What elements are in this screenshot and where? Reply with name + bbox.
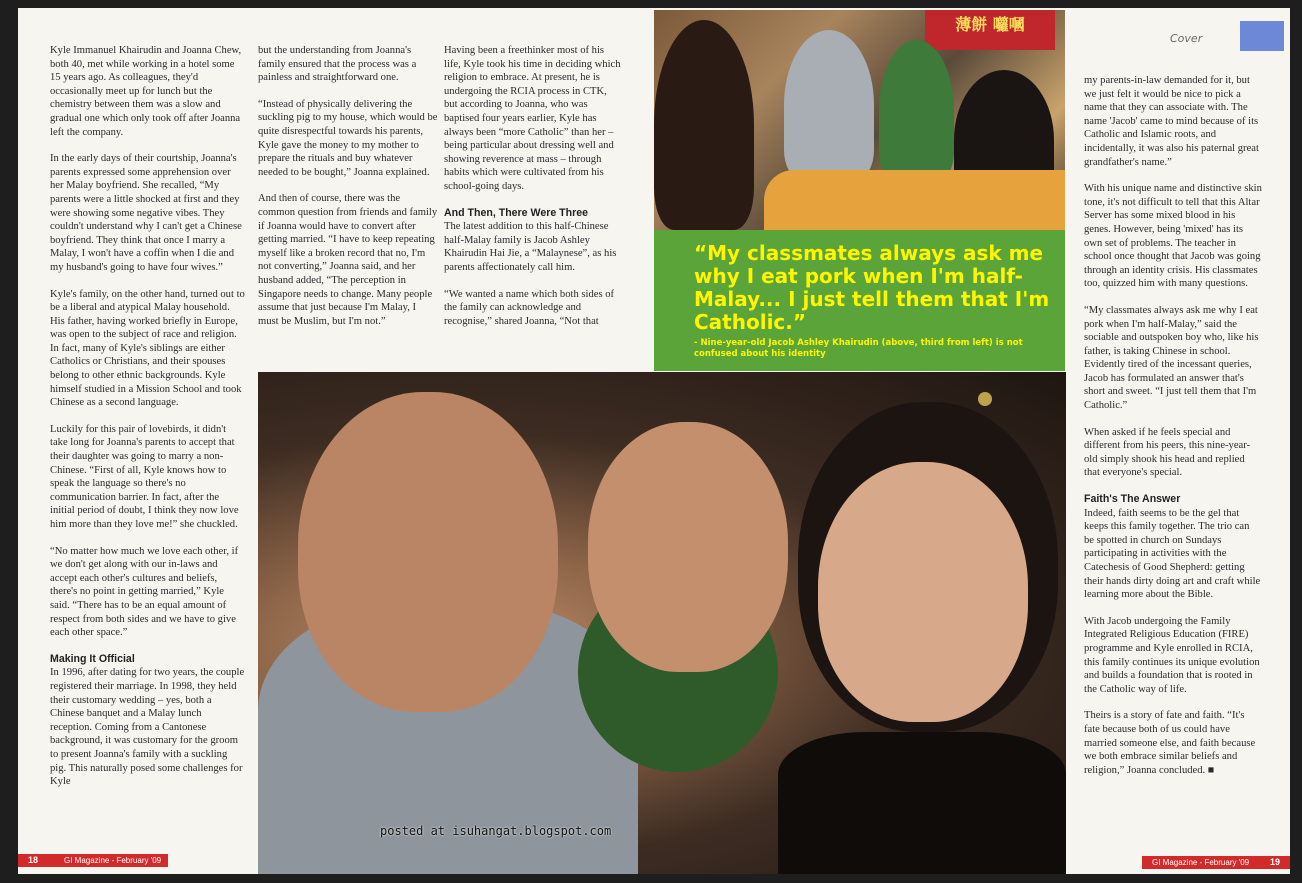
article-column-4 [1084, 74, 1262, 790]
paragraph: “No matter how much we love each other, if we don't get along with our in-laws and accept each other's cultures and beliefs, there's no point in getting married,” Kyle said. “There has to be an equal amount of respect from both sides and we have to give each other space.” [50, 545, 239, 639]
paragraph: Kyle Immanuel Khairudin and Joanna Chew, both 40, met while working in a hotel some 15 years ago. As colleagues, they'd occasionally meet up for lunch but the chemistry between them was a slow and gradual one which only took off after Joanna left the company. [50, 45, 242, 138]
paragraph: but the understanding from Joanna's family ensured that the process was a painless and straightforward one. [258, 45, 417, 84]
paragraph: Kyle's family, on the other hand, turned out to be a liberal and atypical Malay household. His father, having worked briefly in Europe, was open to the subject of race and religion. In fact, many of Kyle's siblings are either Catholics or Christians, and their spouses belong to other ethnic backgrounds. Kyle himself studied in a Mission School and took Chinese as a second language. [50, 288, 245, 409]
paragraph: The latest addition to this half-Chinese half-Malay family is Jacob Ashley Khairudin Hai Jie, a “Malaynese”, as his parents affectionately call him. [444, 221, 617, 273]
man-face [298, 392, 558, 712]
family-cafe-photo [654, 10, 1065, 230]
man-figure [784, 30, 874, 180]
pull-quote-box [654, 230, 1065, 371]
paragraph: Luckily for this pair of lovebirds, it didn't take long for Joanna's parents to accept that their daughter was going to marry a non-Chinese. “First of all, Kyle knows how to speak the language so there's no communication barrier. In fact, after the initial period of doubt, I think they now love him more than they love me!” she chuckled. [50, 423, 239, 530]
shop-sign: 薄餅 囖嘓 [925, 10, 1055, 50]
footer-left-label: GI Magazine - February '09 [64, 856, 162, 865]
footer-left [18, 854, 168, 867]
magazine-spread [18, 8, 1290, 874]
paragraph: “My classmates always ask me why I eat pork when I'm half-Malay,” said the sociable and outspoken boy who, like his father, is taking Chinese in school. Evidently tired of the incessant queries, Jacob has formulated an answer that's short and sweet. “I just tell them that I'm Catholic.” [1084, 304, 1259, 412]
page-number-right: 19 [1270, 857, 1281, 867]
paragraph: And then of course, there was the common question from friends and family if Joanna would have to convert after getting married. “I have to keep repeating myself like a broken record that no, I'm not converting,” Joanna said, and her husband added, “The perception in Singapore needs to change. Many people assume that just because I'm Malay, I must be Muslim, but I'm not.” [258, 193, 438, 327]
family-portrait-photo [258, 372, 1066, 874]
paragraph: With his unique name and distinctive skin tone, it's not difficult to tell that this Altar Server has some mixed blood in his genes. However, being 'mixed' has its own set of problems. The teacher in school once thought that Jacob was going through an identity crisis. His classmates too, quizzed him with many questions. [1084, 183, 1262, 290]
paragraph: Indeed, faith seems to be the gel that keeps this family together. The trio can be spotted in church on Sundays participating in activities with the Catechesis of Good Shepherd: getting their hands dirty doing art and craft while learning more about the Bible. [1084, 507, 1261, 601]
article-column-1 [50, 44, 246, 802]
paragraph: “Instead of physically delivering the suckling pig to my house, which would be quite disrespectful towards his parents, Kyle gave the money to my mother to prepare the rituals and buy whatever needed to be bought,” Joanna explained. [258, 98, 438, 178]
subheading: Making It Official [50, 652, 135, 665]
page-number-left: 18 [28, 855, 39, 865]
paragraph: Theirs is a story of fate and faith. “It's fate because both of us could have married someone else, and faith because we both embrace similar beliefs and religion,” Joanna concluded. ■ [1084, 710, 1256, 776]
paragraph: When asked if he feels special and different from his peers, this nine-year-old simply shook his head and replied that everyone's special. [1084, 426, 1251, 479]
article-column-3 [444, 44, 622, 341]
woman-top [778, 732, 1066, 874]
section-tab-label: Cover [1170, 32, 1203, 45]
paragraph: my parents-in-law demanded for it, but we just felt it would be nice to pick a name that they can associate with. The name 'Jacob' came to mind because of its Catholic and Islamic roots, and incidentally, it was also his paternal great grandfather's name.” [1084, 75, 1259, 168]
blog-watermark: posted at isuhangat.blogspot.com [380, 824, 612, 838]
quote-caption: - Nine-year-old Jacob Ashley Khairudin (above, third from left) is not confused about his identity [694, 338, 1023, 359]
bokeh-light [978, 392, 992, 406]
article-column-2 [258, 44, 438, 341]
subheading: Faith's The Answer [1084, 493, 1181, 506]
table [764, 170, 1065, 230]
subheading: And Then, There Were Three [444, 206, 589, 219]
section-tab-marker [1240, 21, 1284, 51]
boy-face [588, 422, 788, 672]
pull-quote: “My classmates always ask me why I eat pork when I'm half-Malay... I just tell them that I'm Catholic.” [694, 241, 1050, 334]
footer-right-label: GI Magazine - February '09 [1152, 858, 1250, 867]
paragraph: With Jacob undergoing the Family Integrated Religious Education (FIRE) programme and Kyle enrolled in RCIA, this family continues its unique evolution and builds a foundation that is rooted in the Catholic way of life. [1084, 615, 1260, 695]
footer-right [1142, 856, 1290, 869]
girl-figure [654, 20, 754, 230]
paragraph: In the early days of their courtship, Joanna's parents expressed some apprehension over her Malay boyfriend. She recalled, “My parents were a little shocked at first and they were showing some negative vibes. They couldn't understand why I can't get a Chinese boyfriend. They think that once I marry a Malay, I won't have a coffin when I die and my husband's going to have four wives.” [50, 153, 242, 273]
boy-figure [879, 40, 954, 180]
paragraph: In 1996, after dating for two years, the couple registered their marriage. In 1998, they held their customary wedding – yes, both a Chinese banquet and a Malay lunch reception. Coming from a Cantonese background, it was customary for the groom to present Joanna's family with a suckling pig. This naturally posed some challenges for Kyle [50, 667, 245, 788]
paragraph: “We wanted a name which both sides of the family can acknowledge and recognise,” shared Joanna, “Not that [444, 288, 615, 327]
paragraph: Having been a freethinker most of his life, Kyle took his time in deciding which religion to embrace. At present, he is undergoing the RCIA process in CTK, but according to Joanna, who was baptised four years earlier, Kyle has always been “more Catholic” than her – being particular about dressing well and showing reverence at mass – through habits which were cultivated from his school-going days. [444, 45, 621, 192]
woman-face [818, 462, 1028, 722]
